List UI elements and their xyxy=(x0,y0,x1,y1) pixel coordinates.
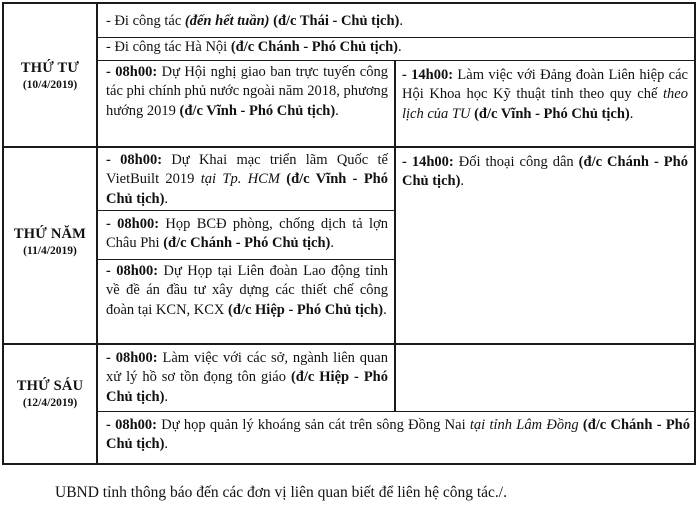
entry-separator xyxy=(98,210,394,211)
schedule-entry-wed-morning: - 08h00: Dự Hội nghị giao ban trực tuyến công tác phi chính phủ nước ngoài năm 2018, phương hướng 2019 (đ/c Vĩnh - Phó Chủ tịch). xyxy=(106,64,388,119)
day-date: (11/4/2019) xyxy=(23,245,77,257)
day-date: (12/4/2019) xyxy=(22,397,78,409)
schedule-entry-wed-afternoon: - 14h00: Làm việc với Đảng đoàn Liên hiệp các Hội Khoa học Kỹ thuật tỉnh theo quy chế theo lịch của TU (đ/c Vĩnh - Phó Chủ tịch). xyxy=(402,67,688,122)
entry-separator xyxy=(98,60,694,61)
entry-separator xyxy=(98,259,394,260)
day-date: (10/4/2019) xyxy=(22,79,78,91)
day-label-thursday xyxy=(4,226,96,257)
schedule-entry-thu-labor-union: - 08h00: Dự Họp tại Liên đoàn Lao động tỉnh về đề án đầu tư xây dựng các thiết chế công đoàn tại KCN, KCX (đ/c Hiệp - Phó Chủ tịch). xyxy=(106,263,388,318)
schedule-entry-wed-hanoi: - Đi công tác Hà Nội (đ/c Chánh - Phó Chủ tịch). xyxy=(106,39,402,55)
table-border-right xyxy=(694,2,696,465)
day-name: THỨ SÁU xyxy=(16,378,84,394)
day-label-friday xyxy=(4,378,96,409)
split-column-divider-fri xyxy=(394,343,396,411)
day-name: THỨ NĂM xyxy=(13,226,87,242)
schedule-entry-wed-trip: - Đi công tác (đến hết tuần) (đ/c Thái - Chủ tịch). xyxy=(106,13,403,29)
split-column-divider-wed-thu xyxy=(394,60,396,345)
day-column-divider xyxy=(96,2,98,465)
schedule-entry-thu-afternoon: - 14h00: Đối thoại công dân (đ/c Chánh - Phó Chủ tịch). xyxy=(402,154,688,190)
table-border-top xyxy=(2,2,696,4)
table-border-bottom xyxy=(2,463,696,465)
day-name: THỨ TƯ xyxy=(20,60,80,76)
row-divider-thu-fri xyxy=(2,343,696,345)
schedule-entry-thu-vietbuilt: - 08h00: Dự Khai mạc triển lãm Quốc tế VietBuilt 2019 tại Tp. HCM (đ/c Vĩnh - Phó Chủ tịch). xyxy=(106,152,388,207)
row-divider-wed-thu xyxy=(2,146,696,148)
schedule-entry-fri-religion: - 08h00: Làm việc với các sở, ngành liên quan xử lý hồ sơ tồn đọng tôn giáo (đ/c Hiệp - Phó Chủ tịch). xyxy=(106,350,388,405)
schedule-entry-fri-sand-mining: - 08h00: Dự họp quản lý khoáng sản cát trên sông Đồng Nai tại tỉnh Lâm Đồng (đ/c Chánh - Phó Chủ tịch). xyxy=(106,417,690,453)
entry-separator xyxy=(98,411,694,412)
schedule-entry-thu-swine-fever: - 08h00: Họp BCĐ phòng, chống dịch tả lợn Châu Phi (đ/c Chánh - Phó Chủ tịch). xyxy=(106,216,388,252)
footer-note: UBND tỉnh thông báo đến các đơn vị liên quan biết để liên hệ công tác./. xyxy=(55,484,507,501)
day-label-wednesday xyxy=(4,60,96,91)
